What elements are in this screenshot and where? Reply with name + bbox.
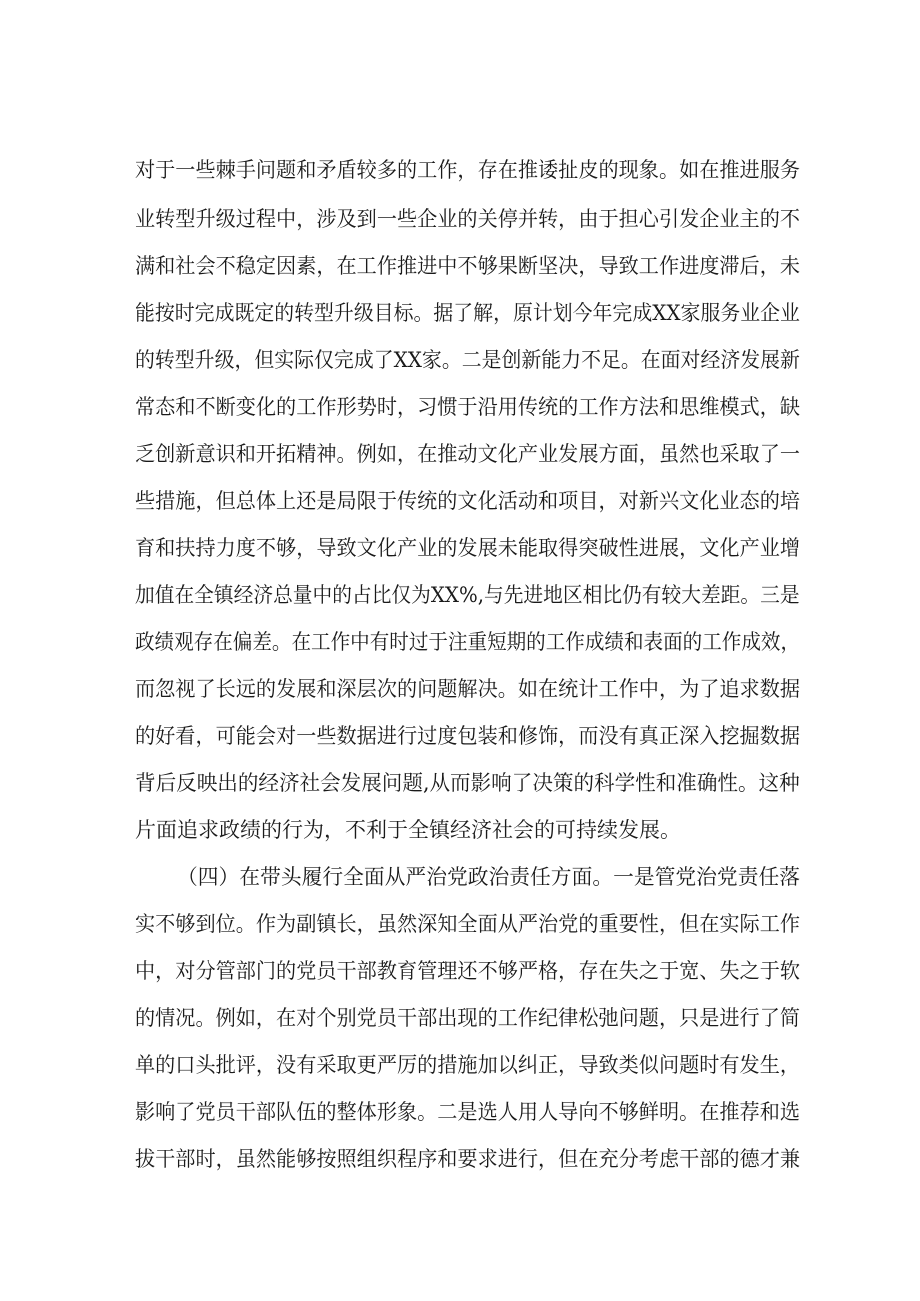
body-text-line <box>0 1139 920 1179</box>
line-text: 的转型升级，但实际仅完成了XX家。二是创新能力不足。在面对经济发展新 <box>135 348 800 372</box>
body-text-line <box>0 150 920 190</box>
line-text: 拔干部时，虽然能够按照组织程序和要求进行，但在充分考虑干部的德才兼 <box>135 1147 801 1171</box>
line-text: （四）在带头履行全面从严治党政治责任方面。一是管党治党责任落 <box>177 865 801 889</box>
line-text: 业转型升级过程中，涉及到一些企业的关停并转，由于担心引发企业主的不 <box>135 207 801 231</box>
body-text-line <box>0 951 920 991</box>
line-text: 而忽视了长远的发展和深层次的问题解决。如在统计工作中，为了追求数据 <box>135 677 801 701</box>
body-text-line <box>0 716 920 756</box>
line-text: 对于一些棘手问题和矛盾较多的工作，存在推诿扯皮的现象。如在推进服务 <box>135 158 801 182</box>
line-text: 背后反映出的经济社会发展问题,从而影响了决策的科学性和准确性。这种 <box>135 771 800 795</box>
body-text-line <box>0 1092 920 1132</box>
line-text: 单的口头批评，没有采取更严厉的措施加以纠正，导致类似问题时有发生， <box>135 1053 801 1077</box>
line-text: 影响了党员干部队伍的整体形象。二是选人用人导向不够鲜明。在推荐和选 <box>135 1100 801 1124</box>
body-text-line <box>0 246 920 286</box>
line-text: 的好看，可能会对一些数据进行过度包装和修饰，而没有真正深入挖掘数据 <box>135 724 801 748</box>
body-text-line <box>0 434 920 474</box>
body-text-line <box>0 1045 920 1085</box>
line-text: 能按时完成既定的转型升级目标。据了解，原计划今年完成XX家服务业企业 <box>135 301 800 325</box>
body-text-line <box>0 387 920 427</box>
line-text: 的情况。例如，在对个别党员干部出现的工作纪律松弛问题，只是进行了简 <box>135 1006 801 1030</box>
body-text-line <box>0 293 920 333</box>
line-text: 常态和不断变化的工作形势时，习惯于沿用传统的工作方法和思维模式，缺 <box>135 395 801 419</box>
body-text-line <box>0 904 920 944</box>
line-text: 育和扶持力度不够，导致文化产业的发展未能取得突破性进展，文化产业增 <box>135 536 801 560</box>
line-text: 片面追求政绩的行为，不利于全镇经济社会的可持续发展。 <box>135 818 681 842</box>
body-text-line <box>0 528 920 568</box>
line-text: 加值在全镇经济总量中的占比仅为XX%,与先进地区相比仍有较大差距。三是 <box>135 583 800 607</box>
body-text-line <box>0 575 920 615</box>
body-text-line <box>0 340 920 380</box>
body-text-line <box>0 622 920 662</box>
line-text: 实不够到位。作为副镇长，虽然深知全面从严治党的重要性，但在实际工作 <box>135 912 801 936</box>
body-text-line <box>0 199 920 239</box>
line-text: 满和社会不稳定因素，在工作推进中不够果断坚决，导致工作进度滞后，未 <box>135 254 801 278</box>
body-text-line <box>0 481 920 521</box>
body-text-line <box>0 810 920 850</box>
line-text: 中，对分管部门的党员干部教育管理还不够严格，存在失之于宽、失之于软 <box>135 959 801 983</box>
line-text: 乏创新意识和开拓精神。例如，在推动文化产业发展方面，虽然也采取了一 <box>135 442 801 466</box>
line-text: 些措施，但总体上还是局限于传统的文化活动和项目，对新兴文化业态的培 <box>135 489 801 513</box>
body-text-line <box>0 998 920 1038</box>
body-text-line <box>0 763 920 803</box>
section-heading-line <box>0 857 920 897</box>
body-text-line <box>0 669 920 709</box>
line-text: 政绩观存在偏差。在工作中有时过于注重短期的工作成绩和表面的工作成效， <box>135 630 801 654</box>
